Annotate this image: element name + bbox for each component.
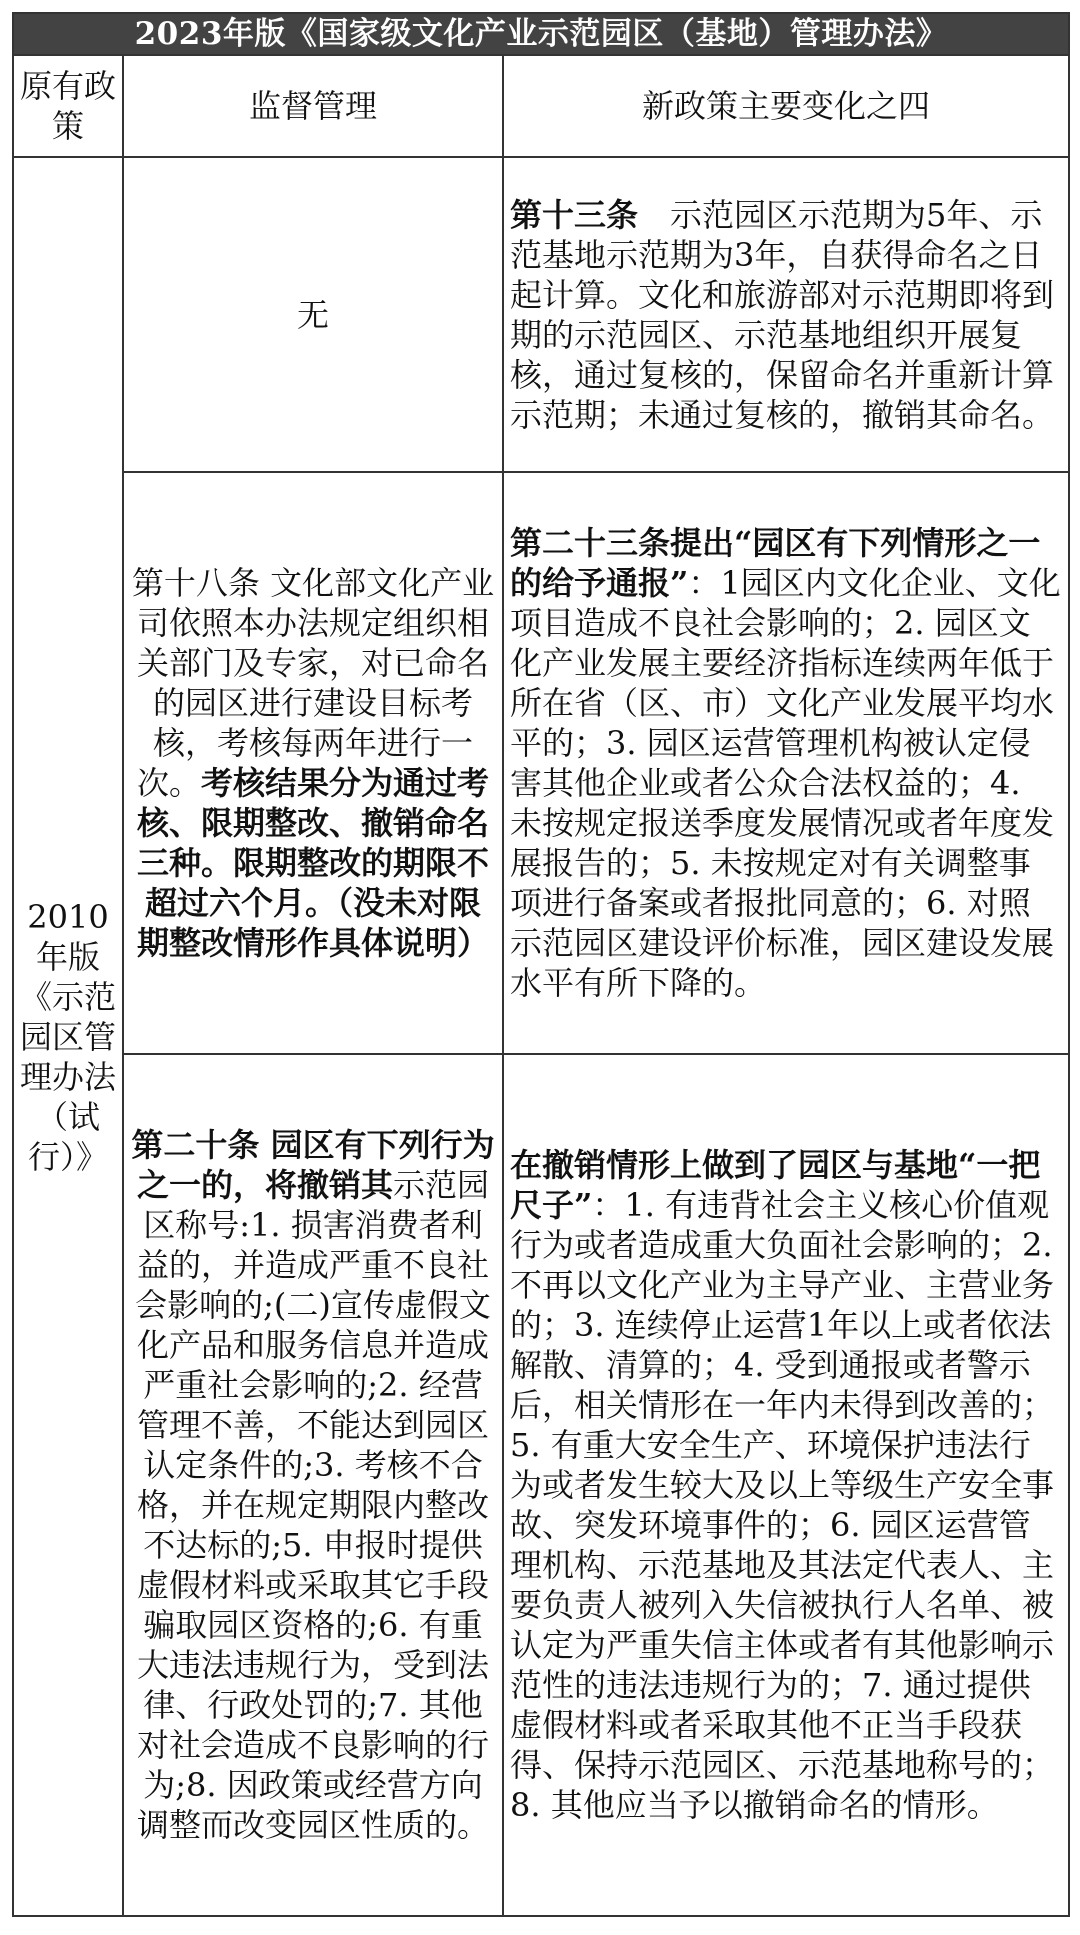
new-policy-lead: 第十三条 [510, 195, 639, 234]
new-policy-cell [503, 472, 1069, 1054]
new-policy-body: ：1园区内文化企业、文化项目造成不良社会影响的；2. 园区文化产业发展主要经济指标连续两年低于所在省（区、市）文化产业发展平均水平的；3. 园区运营管理机构被认定侵害其他企业或者公众合法权益的；4. 未按规定报送季度发展情况或者年度发展报告的；5. 未按规定对有关调整事项进行备案或者报批同意的；6. 对照示范园区建设评价标准，园区建设发展水平有所下降的。 [510, 564, 1061, 1002]
table-row [13, 472, 1069, 1054]
old-policy-text: 示范园区称号:1. 损害消费者利益的，并造成严重不良社会影响的;(二)宣传虚假文化产品和服务信息并造成严重社会影响的;2. 经营管理不善，不能达到园区认定条件的;3. 考核不合格，并在规定期限内整改不达标的;5. 申报时提供虚假材料或采取其它手段骗取园区资格的;6. 有重大违法违规行为，受到法律、行政处罚的;7. 其他对社会造成不良影响的行为;8. 因政策或经营方向调整而改变园区性质的。 [135, 1166, 491, 1844]
new-policy-cell [503, 157, 1069, 472]
new-policy-body: ：1. 有违背社会主义核心价值观行为或者造成重大负面社会影响的；2. 不再以文化产业为主导产业、主营业务的；3. 连续停止运营1年以上或者依法解散、清算的；4. 受到通报或者警示后，相关情形在一年内未得到改善的；5. 有重大安全生产、环境保护违法行为或者发生较大及以上等级生产安全事故、突发环境事件的；6. 园区运营管理机构、示范基地及其法定代表人、主要负责人被列入失信被执行人名单、被认定为严重失信主体或者有其他影响示范性的违法违规行为的；7. 通过提供虚假材料或者采取其他不正当手段获得、保持示范园区、示范基地称号的；8. 其他应当予以撤销命名的情形。 [510, 1186, 1055, 1824]
old-policy-cell [123, 472, 503, 1054]
table-row [13, 157, 1069, 472]
original-policy-cell: 2010年版《示范园区管理办法（试行）》 [13, 157, 123, 1916]
new-policy-lead: 第二十三条提出“园区有下列情形之一的给予通报” [510, 524, 1041, 602]
header-row [13, 55, 1069, 157]
title-row [13, 13, 1069, 55]
policy-comparison-table [12, 12, 1070, 1917]
header-new-policy-change: 新政策主要变化之四 [503, 55, 1069, 157]
header-original-policy: 原有政策 [13, 55, 123, 157]
new-policy-cell [503, 1054, 1069, 1916]
old-policy-bold-text: 考核结果分为通过考核、限期整改、撤销命名三种。限期整改的期限不超过六个月。（没未对限期整改情形作具体说明） [136, 764, 490, 962]
old-policy-cell [123, 1054, 503, 1916]
new-policy-body: 示范园区示范期为5年、示范基地示范期为3年，自获得命名之日起计算。文化和旅游部对示范期即将到期的示范园区、示范基地组织开展复核，通过复核的，保留命名并重新计算示范期；未通过复核的，撤销其命名。 [510, 195, 1055, 434]
new-policy-lead: 在撤销情形上做到了园区与基地“一把尺子” [510, 1146, 1041, 1224]
old-policy-text: 无 [296, 295, 329, 334]
header-supervision: 监督管理 [123, 55, 503, 157]
old-policy-cell [123, 157, 503, 472]
table-row [13, 1054, 1069, 1916]
policy-comparison-page [12, 12, 1068, 1923]
old-policy-bold-text: 第二十条 园区有下列行为之一的，将撤销其 [131, 1126, 495, 1204]
old-policy-text: 第十八条 文化部文化产业司依照本办法规定组织相关部门及专家，对已命名的园区进行建设目标考核，考核每两年进行一次。 [131, 564, 495, 802]
table-title: 2023年版《国家级文化产业示范园区（基地）管理办法》 [13, 13, 1069, 55]
